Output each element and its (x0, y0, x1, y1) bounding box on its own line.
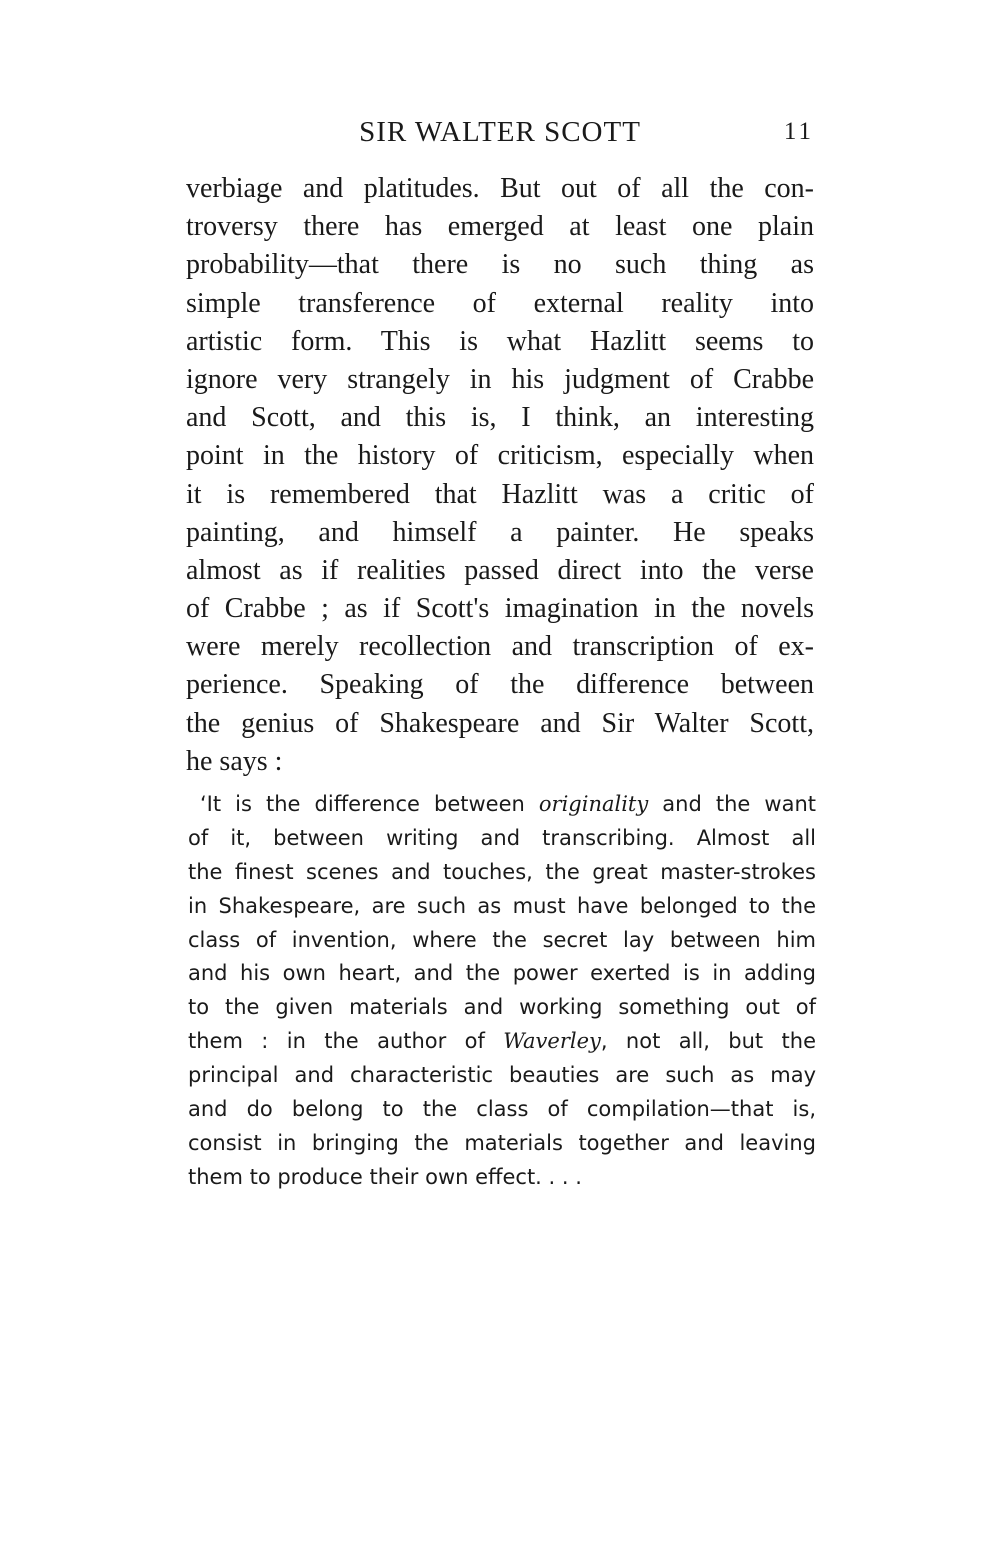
quote-line (188, 788, 816, 822)
quote-line: and his own heart, and the power exerted is in adding (188, 961, 816, 986)
text-line: almost as if realities passed direct into the verse (186, 554, 814, 586)
body-paragraph (186, 170, 814, 781)
text-line: the genius of Shakespeare and Sir Walter Scott, (186, 707, 814, 739)
quote-line: principal and characteristic beauties are such as may (188, 1063, 816, 1088)
text-line: perience. Speaking of the difference between (186, 669, 814, 701)
text-line: troversy there has emerged at least one plain (186, 211, 814, 243)
running-head (186, 112, 814, 152)
text-line: of Crabbe ; as if Scott's imagination in the novels (186, 593, 814, 625)
quote-line (188, 1025, 816, 1059)
block-quote (188, 788, 816, 1195)
text-line: verbiage and platitudes. But out of all the con- (186, 173, 814, 204)
quote-line: in Shakespeare, are such as must have belonged to the (188, 893, 816, 918)
quote-text-run: them : in the author of (188, 1029, 504, 1054)
running-title: SIR WALTER SCOTT (359, 116, 641, 148)
quote-italic-originality: originality (538, 792, 649, 816)
quote-line: of it, between writing and transcribing. Almost all (188, 825, 816, 850)
quote-text-run: ‘It is the difference between (200, 792, 539, 816)
quote-text-run: and the want (648, 792, 816, 816)
text-line: artistic form. This is what Hazlitt seems to (186, 325, 814, 357)
quote-line: to the given materials and working something out of (188, 995, 816, 1020)
text-line: point in the history of criticism, especially when (186, 440, 814, 472)
quote-line: consist in bringing the materials together and leaving (188, 1130, 816, 1155)
quote-line: and do belong to the class of compilation—that is, (188, 1097, 816, 1122)
text-line: it is remembered that Hazlitt was a critic of (186, 478, 814, 510)
quote-line: them to produce their own effect. . . . (188, 1164, 582, 1189)
text-line: he says : (186, 745, 283, 777)
text-line: ignore very strangely in his judgment of Crabbe (186, 363, 814, 395)
page-number: 11 (783, 118, 814, 145)
quote-line: the finest scenes and touches, the great master-strokes (188, 859, 816, 884)
text-line: and Scott, and this is, I think, an interesting (186, 402, 814, 434)
text-line: probability—that there is no such thing as (186, 249, 814, 281)
quote-italic-waverley: Waverley (503, 1029, 601, 1054)
text-line: simple transference of external reality into (186, 287, 814, 319)
quote-line: class of invention, where the secret lay between him (188, 927, 816, 952)
text-line: painting, and himself a painter. He speaks (186, 516, 814, 548)
text-line: were merely recollection and transcription of ex- (186, 631, 814, 663)
quote-text-run: , not all, but the (600, 1029, 816, 1054)
